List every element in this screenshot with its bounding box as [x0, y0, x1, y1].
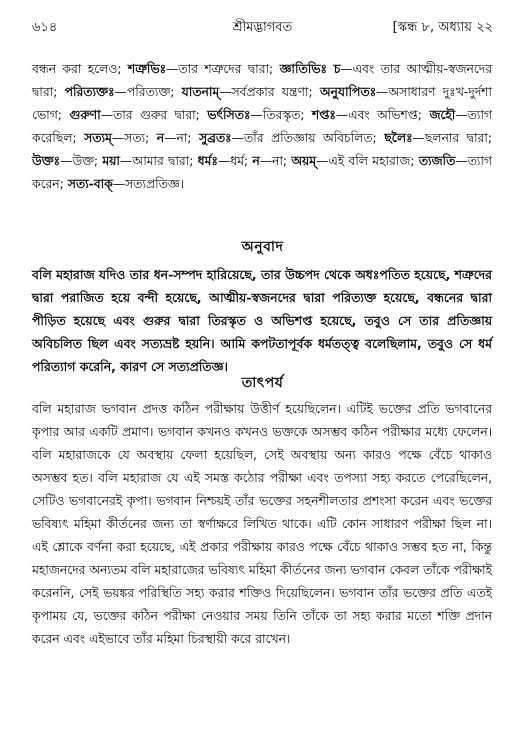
synonym-meaning: —ত্যাগ করেছিল;	[32, 108, 492, 145]
chapter-reference: [স্কন্ধ ৮, অধ্যায় ২২	[392, 20, 493, 35]
synonym-word: ত্যজতি	[418, 154, 456, 168]
synonym-meaning: —সর্বপ্রকার যন্ত্রণা;	[219, 85, 313, 99]
synonym-word: শত্রুভিঃ	[127, 62, 167, 76]
synonym-word: ভর্ৎসিতঃ	[207, 108, 251, 122]
synonym-meaning: —সত্য;	[111, 131, 150, 145]
synonym-meaning: —আমার দ্বারা;	[119, 154, 194, 168]
page-number: ৬১৪	[32, 20, 58, 35]
synonym-meaning: —না;	[259, 154, 288, 168]
synonym-meaning: —ধর্ম;	[217, 154, 249, 168]
synonym-word: ন	[252, 154, 260, 168]
synonym-word: পরিত্যক্তঃ	[64, 85, 115, 99]
synonym-meaning: —ত্যাগ করেন;	[32, 154, 492, 191]
word-meanings-paragraph	[32, 58, 492, 196]
synonym-word: সত্য-বাক্	[67, 177, 113, 191]
synonym-word: জ্ঞাতিভিঃ চ	[279, 62, 341, 76]
synonym-meaning: —না;	[164, 131, 192, 145]
synonym-word: ছলৈঃ	[384, 131, 413, 145]
synonym-meaning: —এই বলি মহারাজ;	[316, 154, 415, 168]
synonym-meaning: —অসাধারণ দুঃখ-দুর্দশা ভোগ;	[32, 85, 492, 122]
synonym-word: জহৌ	[429, 108, 456, 122]
translation-text: বলি মহারাজ যদিও তার ধন-সম্পদ হারিয়েছে, তার উচ্চপদ থেকে অধঃপতিত হয়েছে, শত্রুদের দ্বারা পরাজিত হয়ে বন্দী হয়েছে, আত্মীয়-স্বজনদের দ্বারা পরিত্যক্ত হয়েছে, বন্ধনের দ্বারা পীড়িত হয়েছে এবং গুরুর দ্বারা তিরস্কৃত ও অভিশপ্ত হয়েছে, তবুও সে তার প্রতিজ্ঞায় অবিচলিত ছিল এবং সত্যভ্রষ্ট হয়নি। আমি কপটতাপূর্বক ধর্মতত্ত্ব বলেছিলাম, তবুও সে ধর্ম পরিত্যাগ করেনি, কারণ সে সত্যপ্রতিজ্ঞ।	[32, 267, 492, 374]
synonym-word: ধর্মঃ	[197, 154, 218, 168]
translation-heading: অনুবাদ	[241, 239, 284, 255]
book-title: শ্রীমদ্ভাগবত	[232, 20, 293, 35]
synonym-meaning: —তার গুরুর দ্বারা;	[100, 108, 200, 122]
synonym-meaning: —উক্ত;	[60, 154, 99, 168]
synonym-meaning: —সত্যপ্রতিজ্ঞ।	[112, 177, 185, 191]
page-header	[32, 18, 493, 40]
synonym-meaning: —তিরস্কৃত;	[250, 108, 305, 122]
synonym-meaning: —এবং অভিশপ্ত;	[335, 108, 422, 122]
synonym-meaning: —তাঁর প্রতিজ্ঞায় অবিচলিত;	[231, 131, 377, 145]
synonym-word: সত্যম্	[84, 131, 112, 145]
synonym-meaning: —পরিত্যক্ত;	[114, 85, 175, 99]
synonym-word: ময়া	[102, 154, 120, 168]
synonym-meaning: —তার শত্রুদের দ্বারা;	[166, 62, 274, 76]
synonym-word: অয়ম্	[291, 154, 317, 168]
synonym-word: অনুযাপিতঃ	[319, 85, 377, 99]
purport-heading: তাৎপর্য	[241, 375, 284, 391]
synonym-word: ন	[156, 131, 165, 145]
synonym-meaning: —এবং তার আত্মীয়-স্বজনদের দ্বারা;	[32, 62, 492, 99]
synonym-word: যাতনাম্	[181, 85, 220, 99]
synonym-meaning: —ছলনার দ্বারা;	[412, 131, 492, 145]
purport-text: বলি মহারাজ ভগবান প্রদত্ত কঠিন পরীক্ষায় উত্তীর্ণ হয়েছিলেন। এটিই ভক্তের প্রতি ভগবানের কৃপার আর একটি প্রমাণ। ভগবান কখনও কখনও ভক্তকে অসম্ভব কঠিন পরীক্ষার মধ্যে ফেলেন। বলি মহারাজকে যে অবস্থায় ফেলা হয়েছিল, সেই অবস্থায় অন্য কারও পক্ষে বেঁচে থাকাও অসম্ভব হত। বলি মহারাজ যে এই সমস্ত কঠোর পরীক্ষা এবং তপস্যা সহ্য করতে পেরেছিলেন, সেটিও ভগবানেরই কৃপা। ভগবান নিশ্চয়ই তাঁর ভক্তের সহনশীলতার প্রশংসা করেন এবং ভক্তের ভবিষ্যৎ মহিমা কীর্তনের জন্য তা স্বর্ণাক্ষরে লিখিত থাকে। এটি কোন সাধারণ পরীক্ষা ছিল না। এই শ্লোকে বর্ণনা করা হয়েছে, এই প্রকার পরীক্ষায় কারও পক্ষে বেঁচে থাকাও সম্ভব হত না, কিন্তু মহাজনদের অন্যতম বলি মহারাজের ভবিষ্যৎ মহিমা কীর্তনের জন্য ভগবান কেবল তাঁকে পরীক্ষাই করেননি, সেই ভয়ঙ্কর পরিস্থিতি সহ্য করার শক্তিও দিয়েছিলেন। ভগবান তাঁর ভক্তের প্রতি এতই কৃপাময় যে, ভক্তের কঠিন পরীক্ষা নেওয়ার সময় তিনি তাঁকে তা সহ্য করার মতো শক্তি প্রদান করেন এবং এইভাবে তাঁর মহিমা চিরস্থায়ী করে রাখেন।	[32, 402, 492, 646]
synonym-meaning: বন্ধন করা হলেও;	[32, 62, 122, 76]
synonym-word: গুরুণা	[69, 108, 101, 122]
synonym-word: সুব্রতঃ	[198, 131, 232, 145]
synonym-word: উক্তঃ	[32, 154, 61, 168]
synonym-word: শপ্তঃ	[311, 108, 336, 122]
